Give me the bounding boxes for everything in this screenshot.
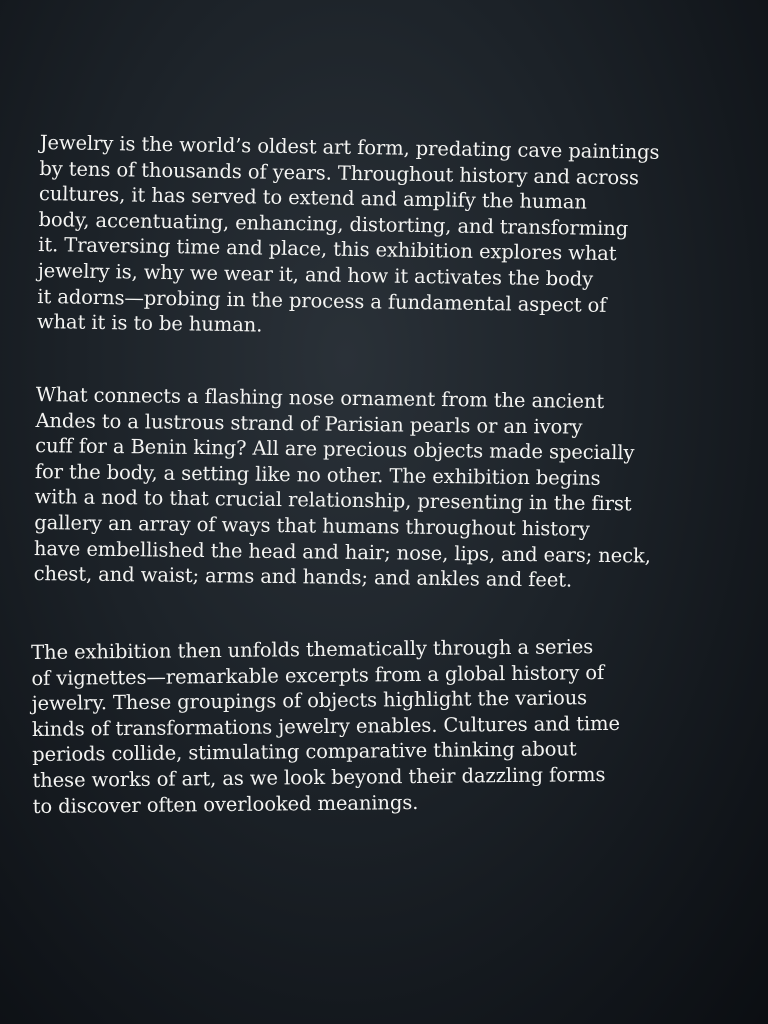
text-line: Jewelry is the world’s oldest art form, predating cave paintings	[39, 130, 660, 164]
text-line: have embellished the head and hair; nose, lips, and ears; neck,	[33, 536, 651, 568]
text-line: chest, and waist; arms and hands; and ankles and feet.	[33, 562, 573, 592]
text-line: body, accentuating, enhancing, distorting, and transforming	[38, 207, 629, 241]
intro-paragraph	[37, 130, 660, 344]
first-gallery-paragraph	[33, 382, 652, 594]
text-line: jewelry. These groupings of objects highlight the various	[31, 686, 588, 716]
text-line: with a nod to that crucial relationship, presenting in the first	[34, 485, 632, 516]
text-line: it. Traversing time and place, this exhibition explores what	[38, 233, 617, 266]
text-line: by tens of thousands of years. Throughout history and across	[39, 156, 640, 190]
text-line: for the body, a setting like no other. The exhibition begins	[34, 459, 601, 490]
text-line: to discover often overlooked meanings.	[32, 790, 419, 818]
vignettes-paragraph	[31, 634, 621, 819]
text-line: jewelry is, why we wear it, and how it activates the body	[37, 258, 594, 291]
text-line: of vignettes—remarkable excerpts from a global history of	[31, 660, 605, 690]
text-line: The exhibition then unfolds thematically through a series	[31, 635, 594, 664]
text-line: these works of art, as we look beyond their dazzling forms	[32, 762, 606, 792]
text-line: cuff for a Benin king? All are precious objects made specially	[35, 434, 635, 465]
text-line: it adorns—probing in the process a fundamental aspect of	[37, 284, 607, 317]
text-line: What connects a flashing nose ornament from the ancient	[35, 382, 605, 413]
text-line: periods collide, stimulating comparative thinking about	[32, 737, 577, 767]
text-line: gallery an array of ways that humans throughout history	[34, 510, 590, 541]
text-line: what it is to be human.	[36, 310, 263, 337]
text-line: Andes to a lustrous strand of Parisian pearls or an ivory	[35, 408, 583, 439]
text-line: kinds of transformations jewelry enables. Cultures and time	[31, 711, 621, 741]
text-line: cultures, it has served to extend and amplify the human	[38, 182, 587, 214]
